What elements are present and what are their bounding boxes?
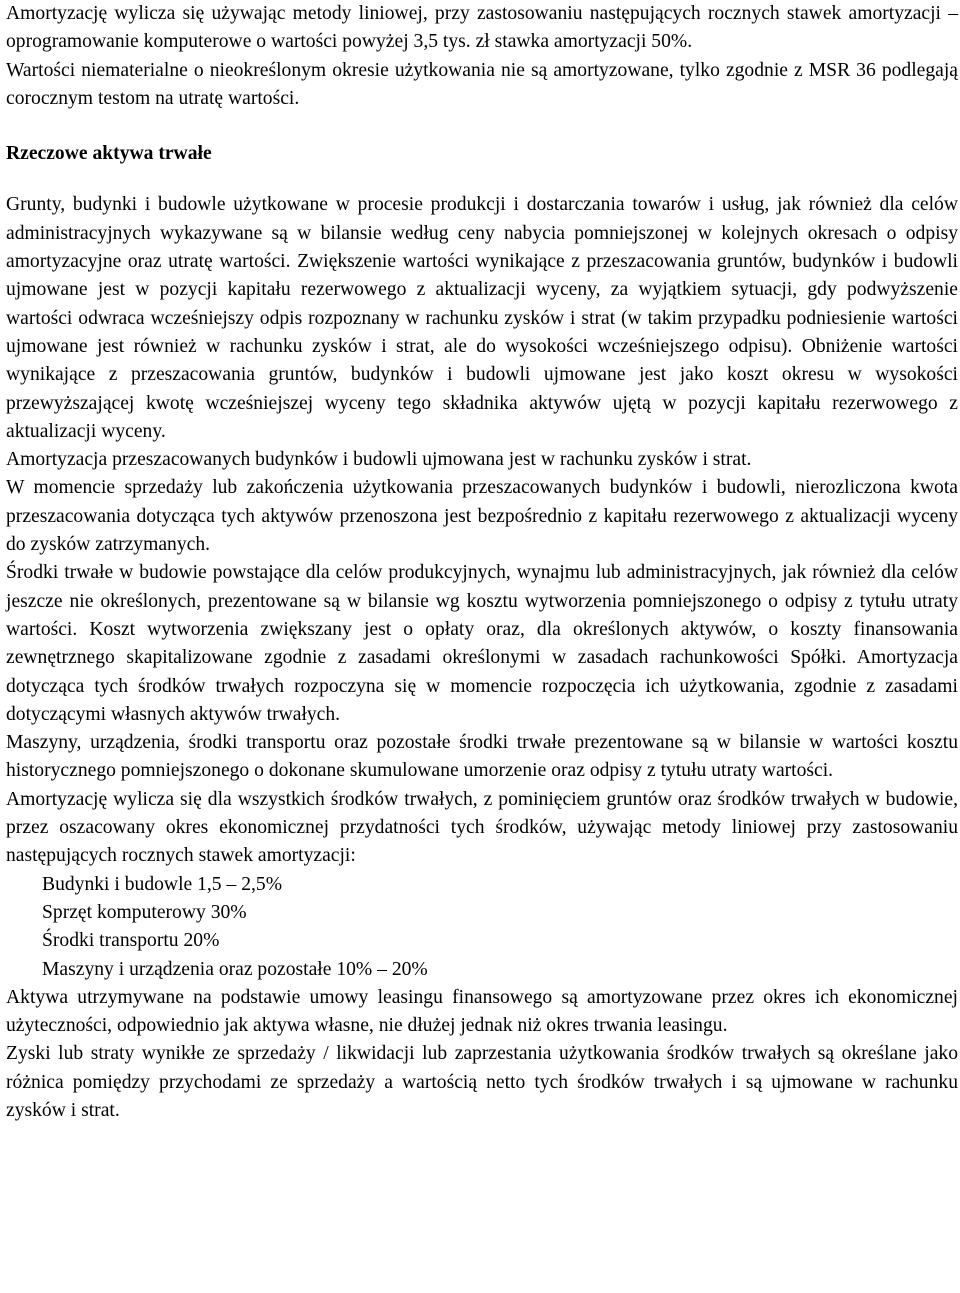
rate-item: Środki transportu 20% [42,930,220,952]
section-title: Rzeczowe aktywa trwałe [6,143,212,165]
paragraph-finance-lease: Aktywa utrzymywane na podstawie umowy leasingu finansowego są amortyzowane przez okres ich ekonomicznej użyteczności, odpowiednio jak aktywa własne, nie dłużej jednak niż okres trwania leasingu. [6,986,958,1037]
paragraph-land-buildings: Grunty, budynki i budowle użytkowane w procesie produkcji i dostarczania towarów i usług, jak również dla celów administracyjnych wykazywane są w bilansie według ceny nabycia pomniejszonej w kolejnych okresach o odpisy amortyzacyjne oraz utratę wartości. Zwiększenie wartości wynikające z przeszacowania gruntów, budynków i budowli ujmowane jest w pozycji kapitału rezerwowego z aktualizacji wyceny, za wyjątkiem sytuacji, gdy podwyższenie wartości odwraca wcześniejszy odpis rozpoznany w rachunku zysków i strat (w takim przypadku podniesienie wartości ujmowane jest również w rachunku zysków i strat, ale do wysokości wcześniejszego odpisu). Obniżenie wartości wynikające z przeszacowania gruntów, budynków i budowli ujmowane jest jako koszt okresu w wysokości przewyższającej kwotę wcześniejszej wyceny tego składnika aktywów ujętą w pozycji kapitału rezerwowego z aktualizacji wyceny. [6,194,958,442]
spacer [6,113,958,140]
document-page [6,0,958,1125]
depreciation-rates-list [6,871,958,984]
paragraph-construction-in-progress: Środki trwałe w budowie powstające dla celów produkcyjnych, wynajmu lub administracyjnych, jak również dla celów jeszcze nie określonych, prezentowane są w bilansie wg kosztu wytworzenia pomniejszonego o odpisy z tytułu utraty wartości. Koszt wytworzenia zwiększany jest o opłaty oraz, dla określonych aktywów, o koszty finansowania zewnętrznego skapitalizowane zgodnie z zasadami określonymi w zasadach rachunkowości Spółki. Amortyzacja dotycząca tych środków trwałych rozpoczyna się w momencie rozpoczęcia ich użytkowania, zgodnie z zasadami dotyczącymi własnych aktywów trwałych. [6,562,958,725]
paragraph-sale-of-revalued: W momencie sprzedaży lub zakończenia użytkowania przeszacowanych budynków i budowli, nierozliczona kwota przeszacowania dotycząca tych aktywów przenoszona jest bezpośrednio z kapitału rezerwowego z aktualizacji wyceny do zysków zatrzymanych. [6,477,958,556]
paragraph-depreciation-method: Amortyzację wylicza się dla wszystkich środków trwałych, z pominięciem gruntów oraz środków trwałych w budowie, przez oszacowany okres ekonomicznej przydatności tych środków, używając metody liniowej przy zastosowaniu następujących rocznych stawek amortyzacji: [6,788,958,867]
paragraph-gains-losses: Zyski lub straty wynikłe ze sprzedaży / likwidacji lub zaprzestania użytkowania środków trwałych są określane jako różnica pomiędzy przychodami ze sprzedaży a wartością netto tych środków trwałych i są ujmowane w rachunku zysków i strat. [6,1043,958,1121]
paragraph-machinery: Maszyny, urządzenia, środki transportu oraz pozostałe środki trwałe prezentowane są w bilansie w wartości kosztu historycznego pomniejszonego o dokonane skumulowane umorzenie oraz odpisy z tytułu utraty wartości. [6,732,958,782]
intro-paragraph-amortization-software: Amortyzację wylicza się używając metody liniowej, przy zastosowaniu następujących rocznych stawek amortyzacji – oprogramowanie komputerowe o wartości powyżej 3,5 tys. zł stawka amortyzacji 50%. [6,3,958,53]
intro-paragraph-intangible-assets: Wartości niematerialne o nieokreślonym okresie użytkowania nie są amortyzowane, tylko zgodnie z MSR 36 podlegają corocznym testom na utratę wartości. [6,59,958,109]
paragraph-revalued-depreciation: Amortyzacja przeszacowanych budynków i budowli ujmowana jest w rachunku zysków i strat. [6,449,752,471]
spacer [6,168,958,191]
rate-item: Budynki i budowle 1,5 – 2,5% [42,873,283,895]
rate-item: Maszyny i urządzenia oraz pozostałe 10% – 20% [42,958,428,980]
rate-item: Sprzęt komputerowy 30% [42,901,247,923]
